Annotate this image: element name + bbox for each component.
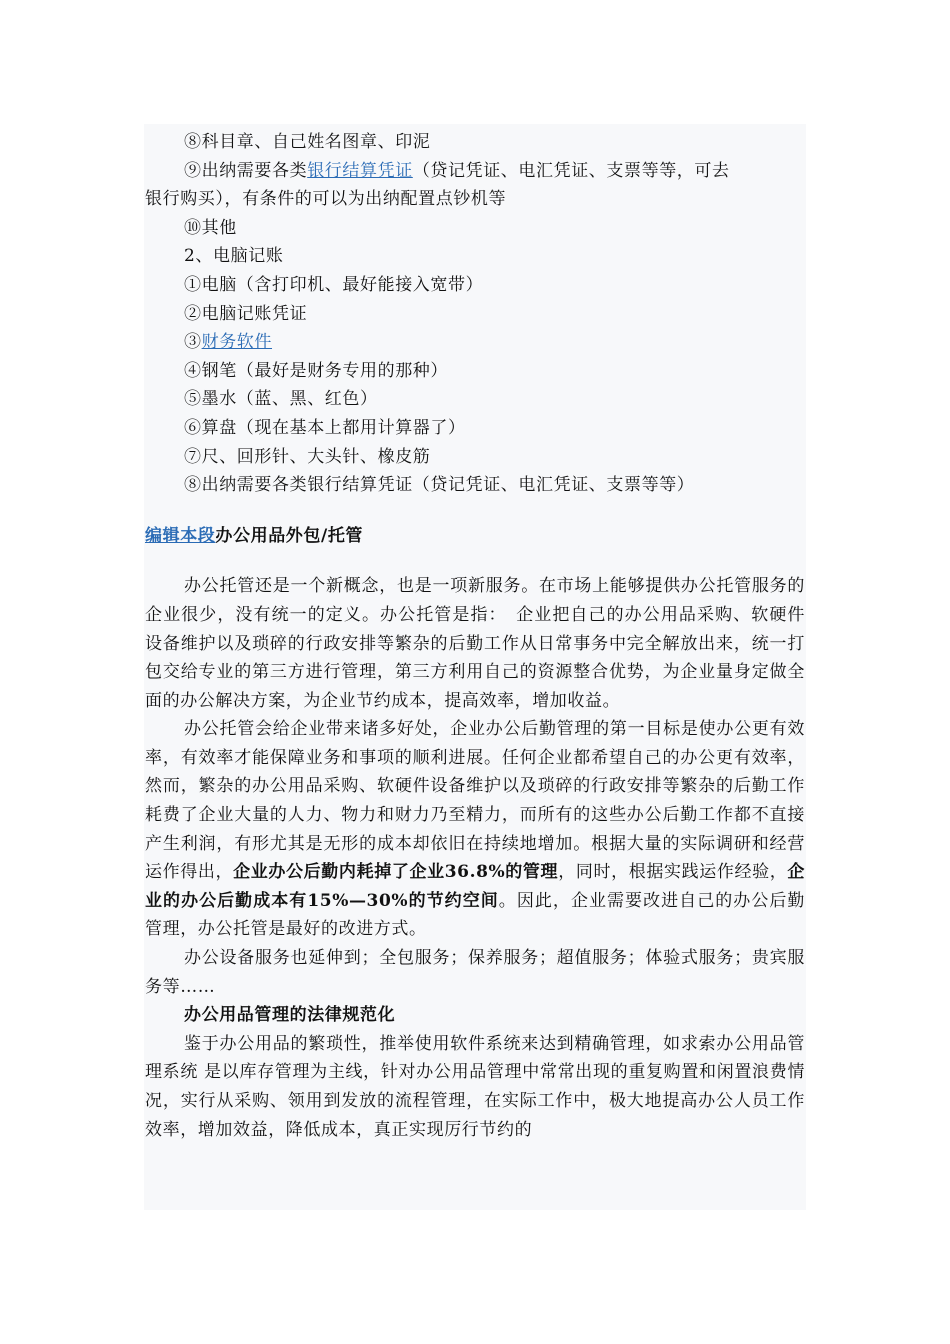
list-item-ruler: ⑦尺、回形针、大头针、橡皮筋 [184, 446, 431, 467]
edit-section-link[interactable]: 编辑本段 [145, 525, 216, 546]
document-body [145, 128, 805, 1144]
emphasis-cost-ratio: 企业办公后勤内耗掉了企业36.8%的管理 [233, 862, 559, 883]
list-item-bank-vouchers-cont: 银行购买），有条件的可以为出纳配置点钞机等 [145, 189, 507, 210]
list-item-other: ⑩其他 [184, 217, 237, 238]
list-item-pen: ④钢笔（最好是财务专用的那种） [184, 360, 448, 381]
section-title: 办公用品外包/托管 [215, 525, 364, 546]
list-title-computer: 2、电脑记账 [184, 246, 284, 267]
list-item-seal: ⑧科目章、自己姓名图章、印泥 [184, 132, 431, 152]
list-item-computer: ①电脑（含打印机、最好能接入宽带） [184, 274, 484, 295]
list-item-abacus: ⑥算盘（现在基本上都用计算器了） [184, 417, 466, 438]
list-item-cashier-vouchers: ⑧出纳需要各类银行结算凭证（贷记凭证、电汇凭证、支票等等） [184, 475, 695, 496]
list-item-computer-voucher: ②电脑记账凭证 [184, 303, 308, 324]
sub-heading-legal: 办公用品管理的法律规范化 [184, 1005, 396, 1026]
paragraph-benefits: 办公托管会给企业带来诸多好处，企业办公后勤管理的第一目标是使办公更有效率，有效率才能保障业务和事项的顺利进展。任何企业都希望自己的办公更有效率，然而，繁杂的办公用品采购、软硬件设备维护以及琐碎的行政安排等繁杂的后勤工作耗费了企业大量的人力、物力和财力乃至精力，而所有的这些办公后勤工作都不直接产生利润，有形尤其是无形的成本却依旧在持续地增加。根据大量的实际调研和经营运作得出，企业办公后勤内耗掉了企业36.8%的管理，同时，根据实践运作经验，企业的办公后勤成本有15%—30%的节约空间。因此，企业需要改进自己的办公后勤管理，办公托管是最好的改进方式。 [145, 719, 806, 940]
finance-software-link[interactable]: 财务软件 [201, 332, 273, 353]
list-item-bank-vouchers: ⑨出纳需要各类银行结算凭证（贷记凭证、电汇凭证、支票等等，可去 [184, 160, 730, 181]
paragraph-definition: 办公托管还是一个新概念，也是一项新服务。在市场上能够提供办公托管服务的企业很少，没有统一的定义。办公托管是指： 企业把自己的办公用品采购、软硬件设备维护以及琐碎的行政安排等繁杂的后勤工作从日常事务中完全解放出来，统一打包交给专业的第三方进行管理，第三方利用自己的资源整合优势，为企业量身定做全面的办公解决方案，为企业节约成本，提高效率，增加收益。 [145, 576, 805, 711]
paragraph-software: 鉴于办公用品的繁琐性，推举使用软件系统来达到精确管理，如求索办公用品管理系统 是以库存管理为主线，针对办公用品管理中常常出现的重复购置和闲置浪费情况，实行从采购、领用到发放的流程管理，在实际工作中，极大地提高办公人员工作效率，增加效益，降低成本，真正实现厉行节约的 [145, 1033, 805, 1140]
list-item-finance-software: ③财务软件 [184, 332, 273, 353]
bank-voucher-link[interactable]: 银行结算凭证 [307, 160, 413, 181]
list-item-ink: ⑤墨水（蓝、黑、红色） [184, 389, 378, 410]
emphasis-saving-space: 企业的办公后勤成本有15%—30%的节约空间 [145, 862, 806, 911]
paragraph-services: 办公设备服务也延伸到；全包服务；保养服务；超值服务；体验式服务；贵宾服务等…… [145, 948, 805, 997]
section-heading [145, 522, 805, 551]
